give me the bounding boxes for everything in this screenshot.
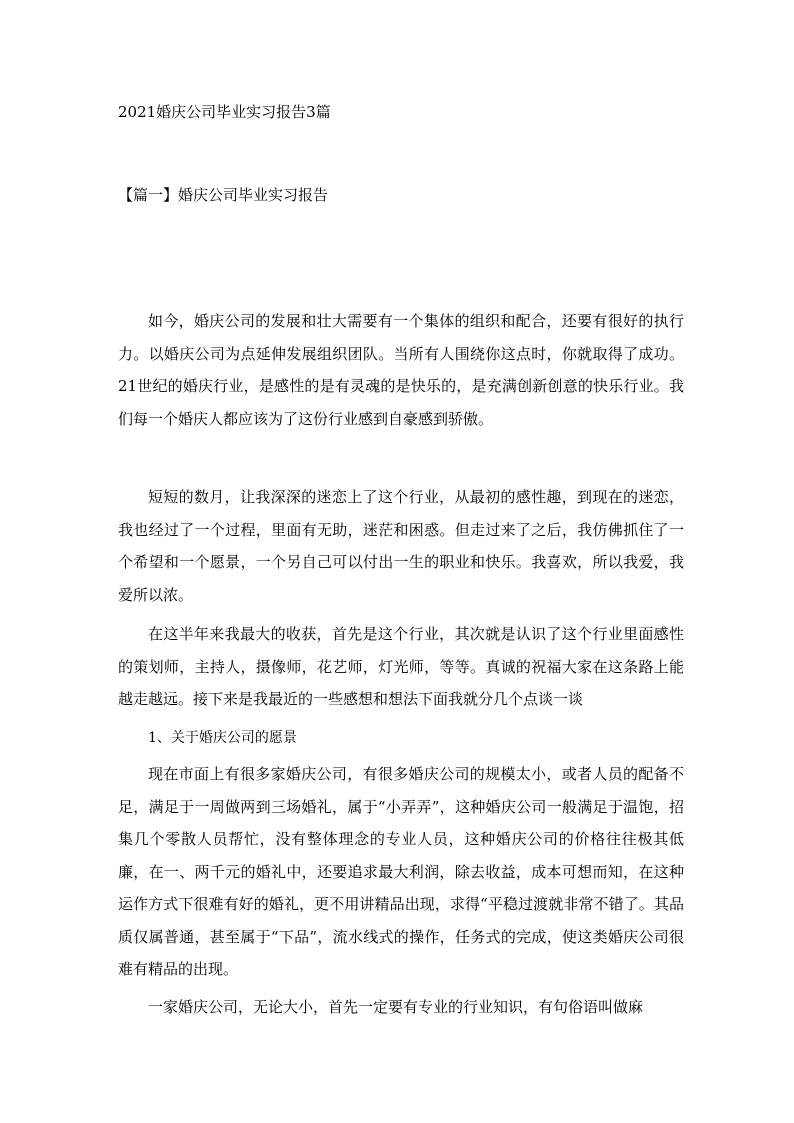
paragraph-2: 短短的数月，让我深深的迷恋上了这个行业，从最初的感性趣，到现在的迷恋，我也经过了一个过程，里面有无助，迷茫和困惑。但走过来了之后，我仿佛抓住了一个希望和一个愿景，一个另自己可以付出一生的职业和快乐。我喜欢，所以我爱，我爱所以浓。 [118, 488, 684, 604]
paragraph-5: 一家婚庆公司，无论大小，首先一定要有专业的行业知识，有句俗语叫做麻 [148, 998, 644, 1016]
paragraph-4: 现在市面上有很多家婚庆公司，有很多婚庆公司的规模太小，或者人员的配备不足，满足于一周做两到三场婚礼，属于“小弄弄”，这种婚庆公司一般满足于温饱，招集几个零散人员帮忙，没有整体理念的专业人员，这种婚庆公司的价格往往极其低廉，在一、两千元的婚礼中，还要追求最大利润，除去收益，成本可想而知，在这种运作方式下很难有好的婚礼，更不用讲精品出现，求得“平稳过渡就非常不错了。其品质仅属普通，甚至属于“下品”，流水线式的操作，任务式的完成，使这类婚庆公司很难有精品的出现。 [118, 765, 684, 978]
document-title: 2021婚庆公司毕业实习报告3篇 [118, 103, 331, 121]
section-heading: 【篇一】婚庆公司毕业实习报告 [118, 186, 329, 204]
paragraph-3: 在这半年来我最大的收获，首先是这个行业，其次就是认识了这个行业里面感性的策划师，主持人，摄像师，花艺师，灯光师，等等。真诚的祝福大家在这条路上能越走越远。接下来是我最近的一些感想和想法下面我就分几个点谈一谈 [118, 625, 684, 708]
paragraph-1: 如今，婚庆公司的发展和壮大需要有一个集体的组织和配合，还要有很好的执行力。以婚庆公司为点延伸发展组织团队。当所有人围绕你这点时，你就取得了成功。21世纪的婚庆行业，是感性的是有灵魂的是快乐的，是充满创新创意的快乐行业。我们每一个婚庆人都应该为了这份行业感到自豪感到骄傲。 [118, 312, 684, 428]
subheading-vision: 1、关于婚庆公司的愿景 [148, 730, 297, 746]
